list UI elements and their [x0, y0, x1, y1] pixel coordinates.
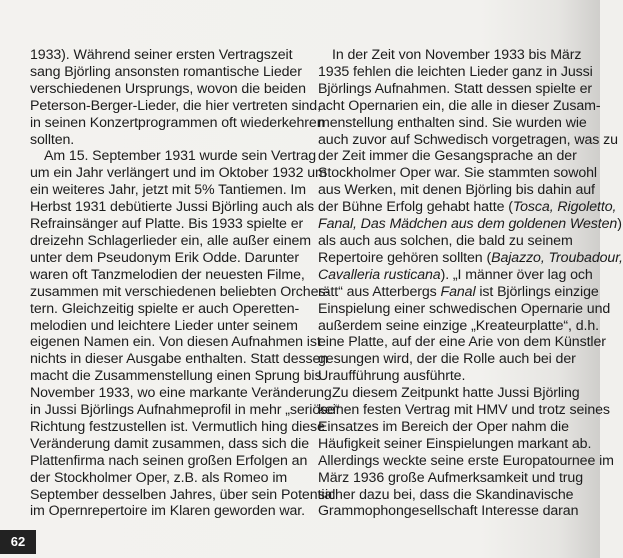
- text-line: Björlings Aufnahmen. Statt dessen spielte er: [318, 80, 592, 97]
- text-line: Am 15. September 1931 wurde sein Vertrag: [44, 148, 317, 165]
- text-run: rätt“ aus Atterbergs: [318, 283, 441, 300]
- text-line: 1933). Während seiner ersten Vertragszeit: [30, 47, 293, 63]
- text-line: eigenen Namen ein. Von diesen Aufnahmen ist: [30, 334, 321, 351]
- text-run: ). „I männer över lag och: [440, 266, 593, 283]
- text-line: unter dem Pseudonym Erik Odde. Darunter: [30, 249, 299, 266]
- text-line: März 1936 große Aufmerksamkeit und trug: [318, 469, 583, 486]
- text-line: [318, 267, 598, 284]
- text-line: in seinen Konzertprogrammen oft wiederkehren: [30, 114, 325, 131]
- text-line: zusammen mit verschiedenen beliebten Orches-: [30, 283, 330, 300]
- text-line: dreizehn Schlagerlieder ein, alle außer einem: [30, 232, 311, 249]
- text-run: der Bühne Erfolg gehabt hatte (: [318, 199, 513, 216]
- text-line: [318, 216, 622, 233]
- text-line: Einspielung einer schwedischen Opernarie und: [318, 300, 611, 317]
- opera-titles: Fanal, Das Mädchen aus dem goldenen Westen: [318, 216, 618, 233]
- opera-titles: Cavalleria rusticana: [318, 266, 441, 283]
- text-line: September desselben Jahres, über sein Potential: [30, 486, 336, 503]
- text-line: Richtung festzustellen ist. Vermutlich hing diese: [30, 418, 325, 435]
- text-line: Grammophongesellschaft Interesse daran: [318, 503, 579, 520]
- text-line: nichts in dieser Ausgabe enthalten. Statt dessen: [30, 351, 329, 368]
- text-line: [318, 284, 598, 301]
- text-line: der Zeit immer die Gesangsprache an der: [318, 148, 577, 165]
- text-line: Stockholmer Oper war. Sie stammten sowohl: [318, 165, 597, 182]
- text-line: keinen festen Vertrag mit HMV und trotz seines: [318, 402, 610, 419]
- paragraph: [318, 385, 614, 520]
- paragraph: [30, 148, 340, 520]
- text-line: gesungen wird, der die Rolle auch bei der: [318, 351, 576, 368]
- text-line: November 1933, wo eine markante Veränderung: [30, 385, 332, 402]
- text-line: eine Platte, auf der eine Arie von dem Künstler: [318, 334, 606, 351]
- paragraph: [30, 47, 325, 148]
- text-line: melodien und leichtere Lieder unter seinem: [30, 317, 298, 334]
- right-text-column: [318, 47, 623, 520]
- opera-titles: Bajazzo, Troubadour,: [491, 249, 623, 266]
- text-line: auch zuvor auf Schwedisch vorgetragen, was zu: [318, 131, 618, 148]
- text-line: außerdem seine einzige „Kreateurplatte“, d.h.: [318, 317, 599, 334]
- text-run: Repertoire gehören sollten (: [318, 249, 492, 266]
- text-line: Refrainsänger auf Platte. Bis 1933 spielte er: [30, 216, 304, 233]
- text-line: acht Opernarien ein, die alle in dieser Zusam-: [318, 97, 601, 114]
- text-line: [318, 249, 623, 267]
- text-line: Herbst 1931 debütierte Jussi Björling auch als: [30, 199, 315, 216]
- text-line: In der Zeit von November 1933 bis März: [332, 47, 582, 63]
- text-line: aus Werken, mit denen Björling bis dahin auf: [318, 182, 595, 199]
- text-line: Allerdings weckte seine erste Europatournee im: [318, 452, 614, 469]
- text-line: der Stockholmer Oper, z.B. als Romeo im: [30, 469, 288, 486]
- text-run: ): [617, 216, 622, 233]
- text-line: menstellung enthalten sind. Sie wurden wie: [318, 114, 587, 131]
- text-line: als auch aus solchen, die bald zu seinem: [318, 232, 573, 249]
- text-line: Plattenfirma nach seinen großen Erfolgen an: [30, 452, 308, 469]
- opera-titles: Tosca, Rigoletto,: [512, 199, 617, 216]
- left-text-column: [30, 47, 340, 520]
- text-line: im Opernrepertoire im Klaren geworden war.: [30, 503, 305, 520]
- text-line: um ein Jahr verlängert und im Oktober 1932 um: [30, 165, 327, 182]
- text-run: ist Björlings einzige: [475, 283, 599, 300]
- text-line: ein weiteres Jahr, jetzt mit 5% Tantiemen. Im: [30, 182, 306, 199]
- text-line: Häufigkeit seiner Einspielungen markant ab.: [318, 435, 592, 452]
- page-number: 62: [0, 530, 36, 554]
- text-line: in Jussi Björlings Aufnahmeprofil in mehr „seriöse“: [30, 402, 340, 419]
- text-line: waren oft Tanzmelodien der neuesten Filme,: [30, 266, 305, 283]
- text-line: Uraufführung ausführte.: [318, 368, 466, 385]
- text-line: Peterson-Berger-Lieder, die hier vertreten sind,: [30, 97, 321, 114]
- text-line: tern. Gleichzeitig spielte er auch Operetten-: [30, 300, 300, 317]
- text-line: verschiedenen Ursprungs, wovon die beiden: [30, 80, 306, 97]
- text-line: [318, 199, 617, 216]
- text-line: sang Björling ansonsten romantische Lieder: [30, 63, 302, 80]
- text-line: 1935 fehlen die leichten Lieder ganz in Jussi: [318, 63, 593, 80]
- text-line: Veränderung damit zusammen, dass sich die: [30, 435, 310, 452]
- text-line: sollten.: [30, 131, 75, 148]
- text-line: sicher dazu bei, dass die Skandinavische: [318, 486, 574, 503]
- text-line: Einsatzes im Bereich der Oper nahm die: [318, 418, 569, 435]
- opera-titles: Fanal: [440, 283, 476, 300]
- paragraph: [318, 47, 623, 385]
- text-line: Zu diesem Zeitpunkt hatte Jussi Björling: [332, 385, 580, 402]
- text-line: macht die Zusammenstellung einen Sprung bis: [30, 368, 322, 385]
